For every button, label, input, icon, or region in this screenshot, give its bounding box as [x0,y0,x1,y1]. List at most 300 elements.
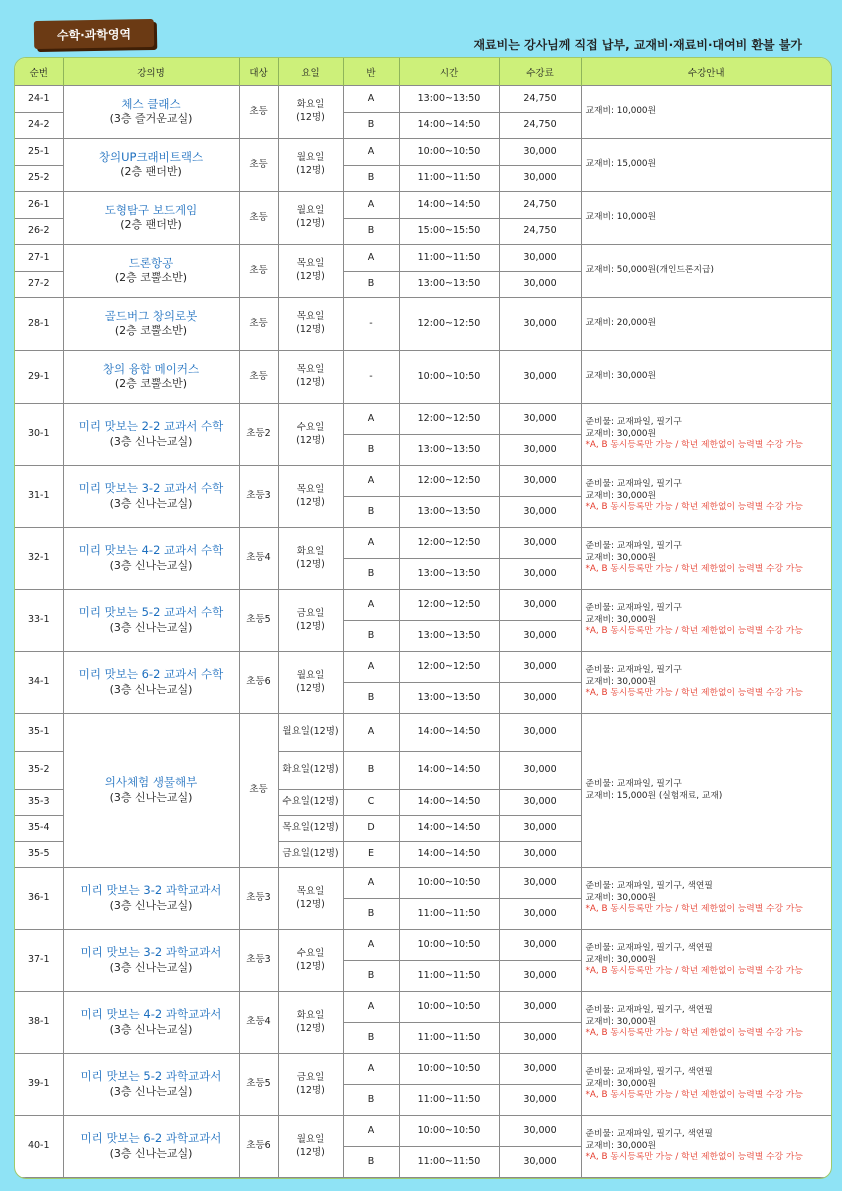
class-time: 11:00~11:50 [399,1085,499,1116]
class-fee: 24,750 [499,86,581,113]
course-number: 35-4 [15,816,63,842]
course-day: 화요일 [296,99,325,111]
info-note: *A, B 동시등록만 가능 / 학년 제한없이 능력별 수강 가능 [585,502,803,513]
course-title-cell [63,245,239,298]
class-section: A [343,868,399,899]
class-time: 13:00~13:50 [399,559,499,590]
class-time: 10:00~10:50 [399,992,499,1023]
course-day: 금요일 [296,607,325,619]
class-fee: 30,000 [499,652,581,683]
class-fee: 30,000 [499,272,581,298]
course-info [581,86,831,139]
class-time: 11:00~11:50 [399,166,499,192]
table-row [15,992,831,1023]
table-row [15,192,831,219]
col-header-day: 요일 [278,58,343,86]
course-capacity: (12명) [296,165,325,176]
course-title-cell [63,714,239,868]
course-title-cell [63,652,239,714]
class-fee: 30,000 [499,621,581,652]
table-header [15,58,831,86]
info-line: 준비물: 교재파일, 필기구, 색연필 [585,1004,713,1015]
class-fee: 30,000 [499,790,581,816]
class-fee: 30,000 [499,1054,581,1085]
info-line: 교재비: 15,000원 [585,159,657,170]
course-number: 27-2 [15,272,63,298]
course-table [15,58,831,1178]
course-day: 화요일 [296,545,325,557]
class-time: 13:00~13:50 [399,272,499,298]
class-section: B [343,166,399,192]
course-day: 목요일 [296,364,325,376]
class-time: 13:00~13:50 [399,621,499,652]
course-number: 34-1 [15,652,63,714]
course-title-cell [63,1116,239,1178]
course-day: 월요일(12명) [278,714,343,752]
class-section: B [343,559,399,590]
course-title-cell [63,1054,239,1116]
course-title: 미리 맛보는 5-2 교과서 수학 [78,605,224,620]
col-header-time: 시간 [399,58,499,86]
class-fee: 30,000 [499,1116,581,1147]
course-room: (2층 코뿔소반) [114,271,188,285]
course-capacity: (12명) [296,324,325,335]
course-target: 초등 [239,298,278,351]
course-title-cell [63,992,239,1054]
course-table-panel [14,57,832,1179]
course-target: 초등 [239,714,278,868]
course-capacity: (12명) [296,1146,325,1158]
class-fee: 30,000 [499,961,581,992]
course-room: (2층 코뿔소반) [114,324,188,338]
course-info [581,192,831,245]
refund-notice: 재료비는 강사님께 직접 납부, 교재비·재료비·대여비 환불 불가 [473,38,802,52]
class-section: A [343,528,399,559]
table-row [15,714,831,752]
class-fee: 30,000 [499,139,581,166]
course-day-cell [278,1054,343,1116]
course-title-cell [63,590,239,652]
info-line: 교재비: 30,000원 [585,1140,657,1151]
course-title-cell [63,868,239,930]
course-room: (2층 팬더반) [120,165,182,179]
class-section: A [343,1116,399,1147]
col-header-title: 강의명 [63,58,239,86]
class-time: 11:00~11:50 [399,899,499,930]
course-number: 36-1 [15,868,63,930]
course-number: 37-1 [15,930,63,992]
class-time: 13:00~13:50 [399,497,499,528]
course-day-cell [278,1116,343,1178]
class-fee: 30,000 [499,245,581,272]
info-line: 교재비: 20,000원 [585,318,657,329]
table-row [15,590,831,621]
course-room: (3층 신나는교실) [109,898,193,912]
info-note: *A, B 동시등록만 가능 / 학년 제한없이 능력별 수강 가능 [585,1090,803,1101]
class-section: A [343,714,399,752]
course-capacity: (12명) [296,682,325,694]
class-time: 11:00~11:50 [399,245,499,272]
course-day-cell [278,351,343,404]
course-day: 수요일 [296,421,325,433]
class-time: 14:00~14:50 [399,192,499,219]
class-section: A [343,404,399,435]
course-title: 미리 맛보는 4-2 과학교과서 [80,1007,222,1022]
class-section: A [343,652,399,683]
course-day: 화요일 [296,1009,325,1021]
course-info [581,528,831,590]
class-section: B [343,435,399,466]
table-row [15,652,831,683]
class-time: 14:00~14:50 [399,113,499,139]
course-day-cell [278,590,343,652]
class-fee: 30,000 [499,992,581,1023]
course-number: 31-1 [15,466,63,528]
table-row [15,466,831,497]
class-section: A [343,590,399,621]
course-info [581,404,831,466]
course-number: 32-1 [15,528,63,590]
class-section: B [343,961,399,992]
class-time: 15:00~15:50 [399,219,499,245]
course-target: 초등6 [239,1116,278,1178]
info-line: 준비물: 교재파일, 필기구 [585,602,682,613]
class-section: A [343,466,399,497]
class-fee: 30,000 [499,466,581,497]
info-line: 준비물: 교재파일, 필기구 [585,778,682,789]
course-target: 초등3 [239,466,278,528]
course-title: 미리 맛보는 3-2 과학교과서 [80,883,222,898]
course-title-cell [63,404,239,466]
info-line: 준비물: 교재파일, 필기구 [585,478,682,489]
info-line: 준비물: 교재파일, 필기구 [585,664,682,675]
info-line: 교재비: 10,000원 [585,106,657,117]
course-title: 미리 맛보는 5-2 과학교과서 [80,1069,222,1084]
course-number: 25-2 [15,166,63,192]
info-note: *A, B 동시등록만 가능 / 학년 제한없이 능력별 수강 가능 [585,564,803,575]
col-header-target: 대상 [239,58,278,86]
course-day-cell [278,992,343,1054]
course-target: 초등3 [239,930,278,992]
course-title: 창의UP크래비트랙스 [98,149,204,164]
section-tag: 수학·과학영역 [34,19,154,49]
table-row [15,298,831,351]
info-line: 준비물: 교재파일, 필기구, 색연필 [585,1066,713,1077]
course-day: 금요일 [296,1071,325,1083]
class-fee: 30,000 [499,930,581,961]
info-line: 교재비: 30,000원 [585,954,657,965]
course-capacity: (12명) [296,496,325,508]
course-title: 미리 맛보는 6-2 교과서 수학 [78,667,224,682]
course-number: 35-2 [15,752,63,790]
col-header-no: 순번 [15,58,63,86]
course-day: 수요일(12명) [278,790,343,816]
info-line: 교재비: 30,000원 [585,371,657,382]
info-line: 교재비: 30,000원 [585,552,657,563]
course-title: 체스 클래스 [121,96,181,111]
course-target: 초등 [239,351,278,404]
class-section: - [343,351,399,404]
course-target: 초등 [239,245,278,298]
class-fee: 30,000 [499,816,581,842]
class-time: 14:00~14:50 [399,816,499,842]
class-time: 14:00~14:50 [399,752,499,790]
course-title: 도형탐구 보드게임 [104,202,198,217]
class-section: A [343,245,399,272]
course-info [581,992,831,1054]
info-note: *A, B 동시등록만 가능 / 학년 제한없이 능력별 수강 가능 [585,904,803,915]
class-time: 12:00~12:50 [399,528,499,559]
course-info [581,245,831,298]
class-section: A [343,139,399,166]
info-line: 준비물: 교재파일, 필기구 [585,540,682,551]
info-line: 준비물: 교재파일, 필기구 [585,416,682,427]
course-day: 목요일(12명) [278,816,343,842]
class-section: A [343,992,399,1023]
class-time: 11:00~11:50 [399,961,499,992]
table-row [15,528,831,559]
class-fee: 30,000 [499,1085,581,1116]
course-number: 33-1 [15,590,63,652]
class-time: 12:00~12:50 [399,466,499,497]
course-room: (3층 신나는교실) [109,960,193,974]
course-day: 월요일 [296,1133,325,1145]
course-title-cell [63,192,239,245]
table-row [15,351,831,404]
info-line: 교재비: 30,000원 [585,676,657,687]
course-day: 목요일 [296,483,325,495]
class-fee: 30,000 [499,1147,581,1178]
table-row [15,404,831,435]
course-day-cell [278,528,343,590]
class-fee: 30,000 [499,752,581,790]
course-capacity: (12명) [296,271,325,282]
class-time: 12:00~12:50 [399,298,499,351]
class-section: B [343,1085,399,1116]
info-line: 교재비: 30,000원 [585,428,657,439]
course-day: 수요일 [296,947,325,959]
course-title: 미리 맛보는 6-2 과학교과서 [80,1131,222,1146]
info-note: *A, B 동시등록만 가능 / 학년 제한없이 능력별 수강 가능 [585,626,803,637]
course-info [581,868,831,930]
class-fee: 30,000 [499,714,581,752]
course-info [581,714,831,868]
course-number: 26-1 [15,192,63,219]
class-fee: 30,000 [499,1023,581,1054]
class-section: B [343,1023,399,1054]
course-target: 초등4 [239,528,278,590]
course-day-cell [278,298,343,351]
class-time: 14:00~14:50 [399,714,499,752]
course-number: 35-1 [15,714,63,752]
class-time: 12:00~12:50 [399,404,499,435]
table-row [15,930,831,961]
class-time: 13:00~13:50 [399,86,499,113]
course-room: (3층 신나는교실) [109,434,193,448]
course-target: 초등4 [239,992,278,1054]
course-title-cell [63,351,239,404]
course-title: 미리 맛보는 4-2 교과서 수학 [78,543,224,558]
class-time: 12:00~12:50 [399,652,499,683]
class-time: 14:00~14:50 [399,790,499,816]
class-fee: 24,750 [499,192,581,219]
course-target: 초등 [239,86,278,139]
class-section: B [343,1147,399,1178]
course-info [581,930,831,992]
course-target: 초등 [239,139,278,192]
class-fee: 30,000 [499,842,581,868]
course-room: (3층 신나는교실) [109,1146,193,1160]
class-time: 14:00~14:50 [399,842,499,868]
info-note: *A, B 동시등록만 가능 / 학년 제한없이 능력별 수강 가능 [585,1028,803,1039]
course-day: 목요일 [296,885,325,897]
class-time: 10:00~10:50 [399,930,499,961]
course-info [581,1054,831,1116]
info-note: *A, B 동시등록만 가능 / 학년 제한없이 능력별 수강 가능 [585,1152,803,1163]
course-day: 월요일 [296,152,325,164]
class-fee: 24,750 [499,219,581,245]
class-section: C [343,790,399,816]
course-room: (3층 신나는교실) [109,790,193,804]
course-title-cell [63,86,239,139]
course-title-cell [63,298,239,351]
class-section: B [343,621,399,652]
class-time: 12:00~12:50 [399,590,499,621]
class-section: B [343,899,399,930]
info-line: 교재비: 50,000원(개인드론지급) [585,265,714,276]
course-number: 30-1 [15,404,63,466]
course-number: 25-1 [15,139,63,166]
course-day-cell [278,466,343,528]
class-fee: 30,000 [499,404,581,435]
info-line: 준비물: 교재파일, 필기구, 색연필 [585,1128,713,1139]
table-body [15,86,831,1178]
course-title: 창의 융합 메이커스 [102,361,200,376]
course-capacity: (12명) [296,620,325,632]
course-number: 27-1 [15,245,63,272]
class-fee: 30,000 [499,559,581,590]
class-section: A [343,1054,399,1085]
course-room: (3층 신나는교실) [109,620,193,634]
course-day: 목요일 [296,311,325,323]
class-section: B [343,683,399,714]
course-info [581,466,831,528]
course-number: 29-1 [15,351,63,404]
course-capacity: (12명) [296,960,325,972]
course-room: (2층 팬더반) [120,218,182,232]
course-target: 초등5 [239,1054,278,1116]
info-line: 교재비: 30,000원 [585,614,657,625]
course-room: (3층 신나는교실) [109,496,193,510]
course-number: 35-5 [15,842,63,868]
class-fee: 30,000 [499,868,581,899]
course-title-cell [63,528,239,590]
course-day: 금요일(12명) [278,842,343,868]
course-number: 40-1 [15,1116,63,1178]
class-section: A [343,930,399,961]
course-capacity: (12명) [296,558,325,570]
class-section: B [343,497,399,528]
table-row [15,86,831,113]
class-fee: 30,000 [499,590,581,621]
course-title-cell [63,139,239,192]
class-section: B [343,219,399,245]
table-row [15,245,831,272]
course-title: 미리 맛보는 3-2 교과서 수학 [78,481,224,496]
course-info [581,590,831,652]
class-section: E [343,842,399,868]
course-number: 38-1 [15,992,63,1054]
course-day: 월요일 [296,669,325,681]
course-target: 초등6 [239,652,278,714]
col-header-class: 반 [343,58,399,86]
class-section: A [343,192,399,219]
course-day-cell [278,930,343,992]
info-note: *A, B 동시등록만 가능 / 학년 제한없이 능력별 수강 가능 [585,440,803,451]
class-fee: 24,750 [499,113,581,139]
course-day-cell [278,86,343,139]
course-room: (3층 신나는교실) [109,1084,193,1098]
course-number: 24-2 [15,113,63,139]
course-capacity: (12명) [296,1022,325,1034]
table-row [15,1116,831,1147]
info-line: 준비물: 교재파일, 필기구, 색연필 [585,880,713,891]
class-time: 10:00~10:50 [399,1116,499,1147]
class-fee: 30,000 [499,899,581,930]
course-target: 초등2 [239,404,278,466]
course-room: (3층 즐거운교실) [109,112,193,126]
table-row [15,139,831,166]
course-room: (3층 신나는교실) [109,1022,193,1036]
course-info [581,351,831,404]
class-fee: 30,000 [499,497,581,528]
class-time: 11:00~11:50 [399,1023,499,1054]
class-time: 10:00~10:50 [399,868,499,899]
course-day: 화요일(12명) [278,752,343,790]
class-section: B [343,113,399,139]
table-row [15,1054,831,1085]
course-day-cell [278,652,343,714]
course-day-cell [278,868,343,930]
class-section: B [343,272,399,298]
course-room: (3층 신나는교실) [109,682,193,696]
class-fee: 30,000 [499,528,581,559]
course-info [581,1116,831,1178]
course-target: 초등5 [239,590,278,652]
course-info [581,652,831,714]
class-section: D [343,816,399,842]
info-line: 준비물: 교재파일, 필기구, 색연필 [585,942,713,953]
course-day-cell [278,245,343,298]
course-title: 드론항공 [128,255,174,270]
course-day-cell [278,139,343,192]
info-line: 교재비: 30,000원 [585,1016,657,1027]
info-line: 교재비: 30,000원 [585,1078,657,1089]
course-room: (3층 신나는교실) [109,558,193,572]
course-capacity: (12명) [296,1084,325,1096]
class-time: 10:00~10:50 [399,1054,499,1085]
course-number: 35-3 [15,790,63,816]
class-time: 13:00~13:50 [399,435,499,466]
course-day-cell [278,404,343,466]
course-title: 미리 맛보는 3-2 과학교과서 [80,945,222,960]
class-fee: 30,000 [499,435,581,466]
course-capacity: (12명) [296,218,325,229]
class-section: A [343,86,399,113]
class-fee: 30,000 [499,351,581,404]
info-note: *A, B 동시등록만 가능 / 학년 제한없이 능력별 수강 가능 [585,966,803,977]
info-line: 교재비: 30,000원 [585,892,657,903]
